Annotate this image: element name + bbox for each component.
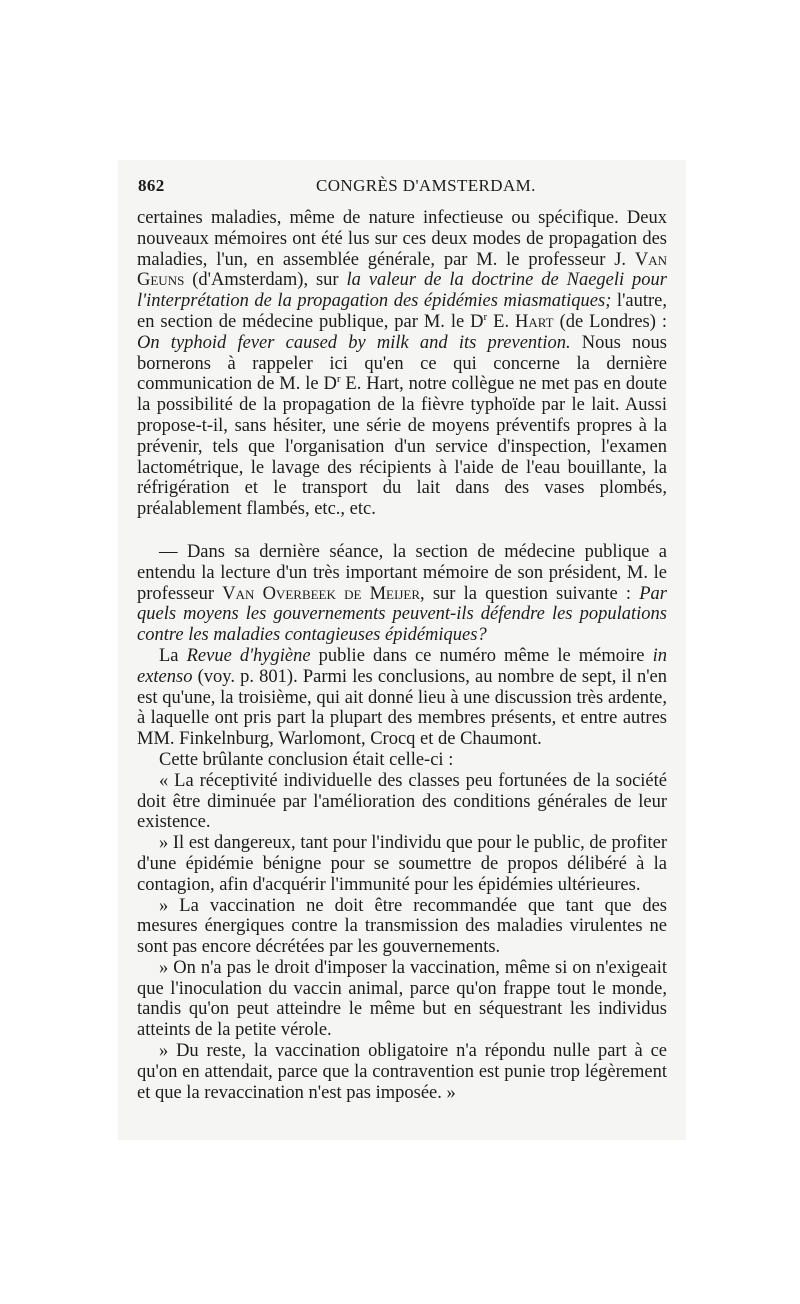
author-name: Hart: [515, 311, 554, 332]
paragraph-last-session: [137, 542, 667, 646]
author-name: Van Geuns: [137, 249, 667, 291]
paragraph-revue: [137, 646, 667, 750]
text-run: l'autre, en section de médecine publique, par M. le D: [137, 291, 667, 332]
text-run: E. Hart, notre collègue ne met pas en doute la possibilité de la propagation de la fièvre typhoïde par le lait. Aussi propose-t-il, sans hésiter, une série de moyens préventifs propres à la prévenir, tels que l'organisation d'un service d'inspection, l'examen lactométrique, le lavage des récipients à l'aide de l'eau bouillante, la réfrigération et le transport du lait dans des vases plombés, préalablement flambés, etc., etc.: [137, 374, 667, 520]
text-run: (voy. p. 801). Parmi les conclusions, au nombre de sept, il n'en est qu'une, la troisième, qui ait donné lieu à une discussion très ardente, à laquelle ont pris part la plupart des membres présents, et entre autres MM. Finkelnburg, Warlomont, Crocq et de Chaumont.: [137, 666, 667, 750]
text-run: — Dans sa dernière séance, la section de médecine publique a entendu la lecture d'un très important mémoire de son président, M. le professeur: [137, 541, 667, 604]
page-number: 862: [138, 176, 165, 195]
superscript: r: [336, 373, 341, 386]
text-run: publie dans ce numéro même le mémoire: [310, 645, 653, 666]
memoir-title: la valeur de la doctrine de Naegeli pour l'interprétation de la propagation des épidémies miasmatiques;: [137, 270, 668, 312]
latin-phrase: in extenso: [137, 645, 667, 687]
text-run: E.: [487, 311, 516, 332]
journal-title: Revue d'hygiène: [186, 645, 311, 666]
quote-paragraph: » Il est dangereux, tant pour l'individu que pour le public, de profiter d'une épidémie bénigne pour se soumettre de propos délibéré à la contagion, afin d'acquérir l'immunité pour les épidémies ultérieures.: [137, 833, 667, 895]
paragraph-conclusion-intro: Cette brûlante conclusion était celle-ci :: [159, 749, 454, 770]
superscript: r: [483, 310, 488, 323]
text-run: , sur la question suivante :: [420, 583, 640, 604]
text-run: Nous nous bornerons à rappeler ici qu'en ce qui concerne la dernière communication de M. le D: [137, 332, 667, 395]
question-title: Par quels moyens les gouvernements peuvent-ils défendre les populations contre les maladies contagieuses épidémiques?: [137, 583, 667, 646]
quote-paragraph: « La réceptivité individuelle des classes peu fortunées de la société doit être diminuée par l'amélioration des conditions générales de leur existence.: [137, 770, 667, 833]
paragraph-milk-typhoid: [137, 208, 667, 520]
text-run: La: [159, 645, 187, 666]
text-run: (de Londres) :: [553, 311, 667, 332]
memoir-title: On typhoid fever caused by milk and its prevention.: [137, 332, 571, 353]
running-header: [138, 176, 668, 200]
page-body: [137, 208, 667, 1103]
text-run: (d'Amsterdam), sur: [184, 270, 347, 291]
text-run: certaines maladies, même de nature infectieuse ou spécifique. Deux nouveaux mémoires ont été lus sur ces deux modes de propagation des maladies, l'un, en assemblée générale, par M. le professeur J.: [137, 208, 667, 270]
running-title: CONGRÈS D'AMSTERDAM.: [316, 176, 536, 195]
author-name: Van Overbeek de Meijer: [222, 583, 420, 604]
quote-paragraph: » On n'a pas le droit d'imposer la vaccination, même si on n'exigeait que l'inoculation du vaccin animal, parce qu'on frappe tout le monde, tandis qu'on peut atteindre le même but en séquestrant les individus atteints de la petite vérole.: [137, 957, 667, 1041]
quote-paragraph: » La vaccination ne doit être recommandée que tant que des mesures énergiques contre la transmission des maladies virulentes ne sont pas encore décrétées par les gouvernements.: [137, 895, 667, 958]
quote-paragraph: » Du reste, la vaccination obligatoire n'a répondu nulle part à ce qu'on en attendait, parce que la contravention est punie trop légèrement et que la revaccination n'est pas imposée. »: [137, 1041, 667, 1103]
